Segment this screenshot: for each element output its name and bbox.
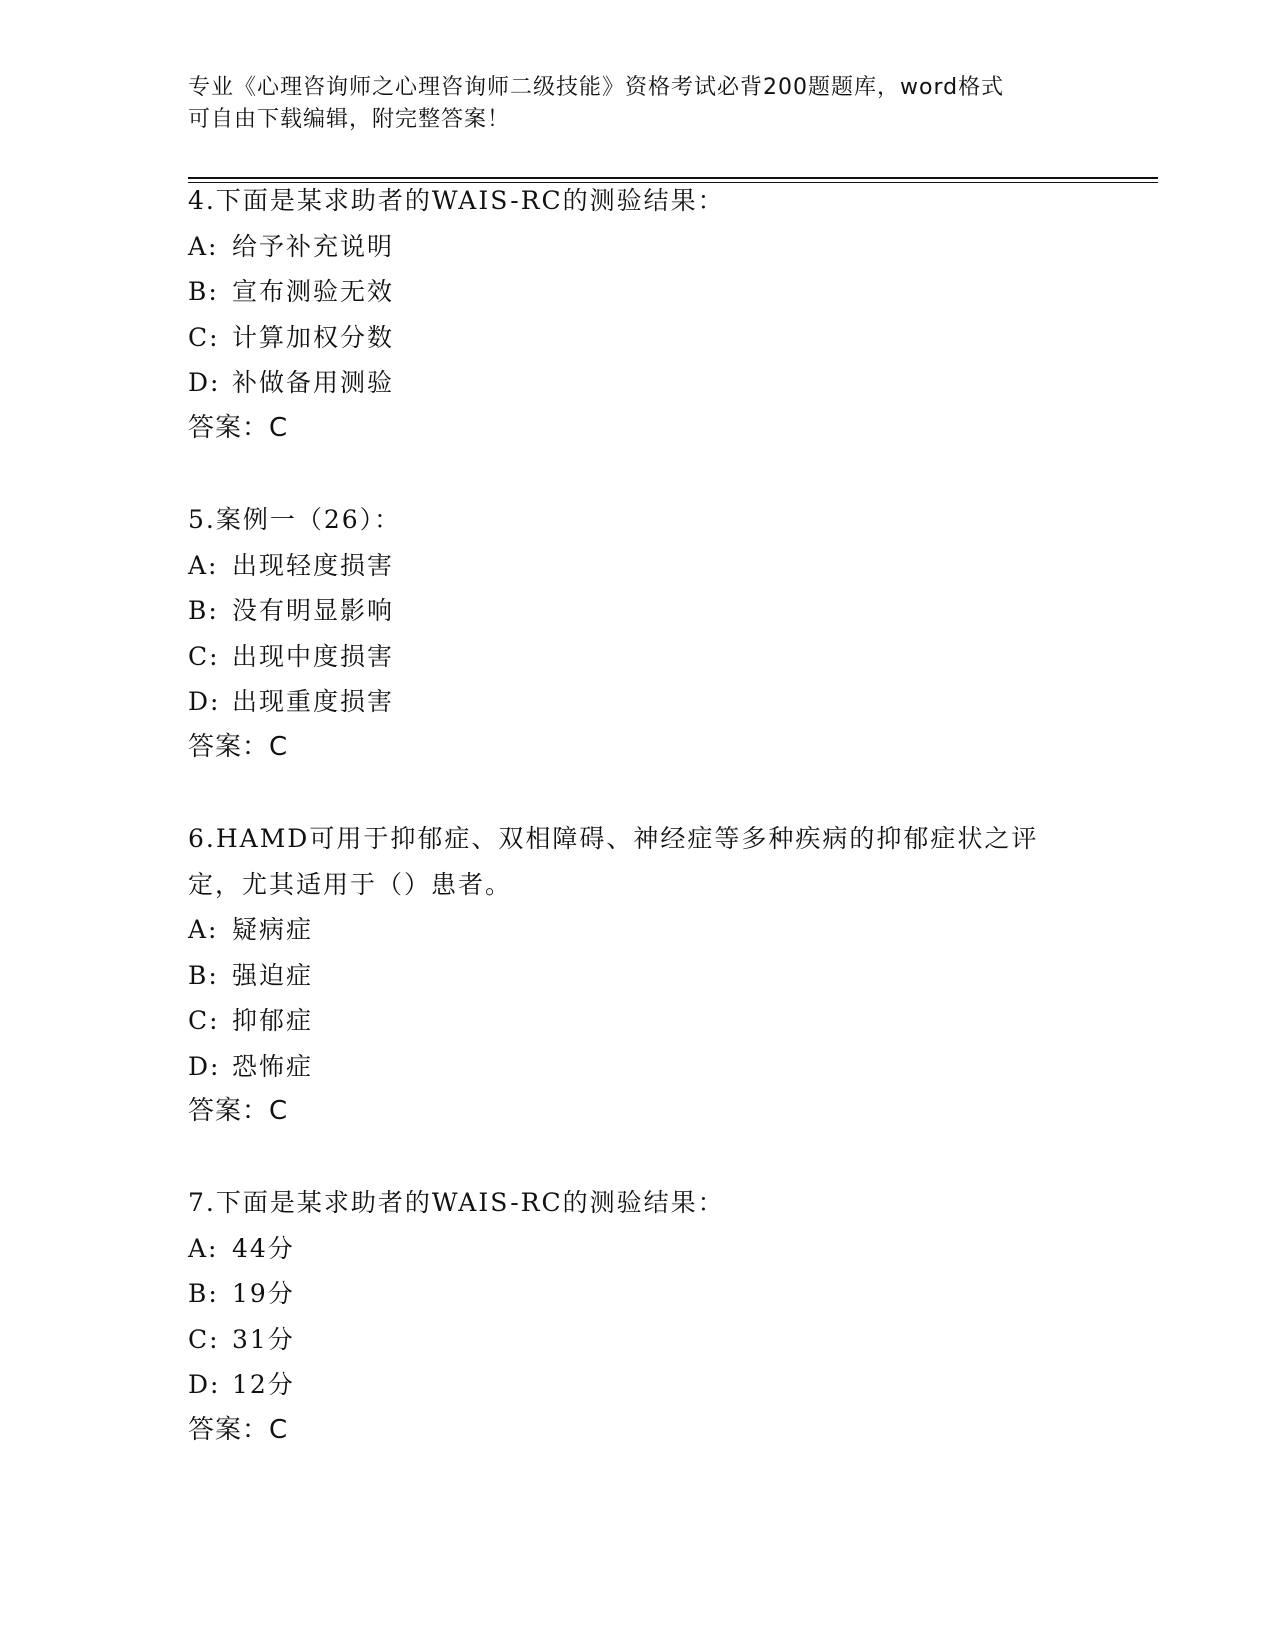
option-text: 出现重度损害 [232,687,395,716]
option-letter: B: [188,1279,219,1308]
option-letter: C: [188,1006,220,1035]
question-6 [188,816,1088,1135]
option-text: 强迫症 [232,960,314,990]
option-letter: A: [188,915,219,944]
option-text: 疑病症 [232,915,314,944]
question-stem: 6.HAMD可用于抑郁症、双相障碍、神经症等多种疾病的抑郁症状之评 [188,824,1039,853]
option-text: 给予补充说明 [232,231,395,261]
option-text: 宣布测验无效 [232,277,395,306]
option-text: 出现轻度损害 [232,550,395,580]
answer-line: 答案：C [188,412,289,443]
option-letter: B: [188,277,219,306]
option-d [188,679,1088,725]
question-stem-continued: 定，尤其适用于（）患者。 [188,869,513,899]
option-text: 12分 [232,1370,295,1399]
option-letter: D: [188,1051,221,1081]
option-a [188,1226,1088,1272]
option-b [188,269,1088,315]
question-stem: 7.下面是某求助者的WAIS-RC的测验结果： [188,1188,725,1217]
option-text: 31分 [232,1324,295,1354]
header-line-1: 专业《心理咨询师之心理咨询师二级技能》资格考试必背200题题库，word格式 [188,75,1005,100]
option-c [188,998,1088,1044]
question-7 [188,1180,1088,1453]
option-letter: C: [188,322,220,352]
option-letter: B: [188,596,219,625]
option-c [188,1317,1088,1363]
option-letter: D: [188,368,221,397]
option-b [188,953,1088,999]
option-d [188,1044,1088,1090]
option-text: 恐怖症 [232,1051,314,1081]
option-letter: A: [188,231,219,261]
option-text: 抑郁症 [232,1006,314,1035]
option-letter: C: [188,641,220,671]
option-text: 没有明显影响 [232,596,395,625]
option-letter: B: [188,960,219,990]
answer-line: 答案：C [188,731,289,762]
option-letter: D: [188,687,221,716]
option-d [188,360,1088,406]
option-text: 补做备用测验 [232,368,395,397]
option-letter: C: [188,1324,220,1354]
header-line-2: 可自由下载编辑，附完整答案！ [188,107,511,132]
question-stem: 4.下面是某求助者的WAIS-RC的测验结果： [188,186,725,215]
option-text: 出现中度损害 [232,641,395,671]
question-stem: 5.案例一（26）： [188,505,402,534]
option-b [188,1271,1088,1317]
option-text: 44分 [232,1233,295,1263]
option-d [188,1362,1088,1408]
option-letter: D: [188,1370,221,1399]
option-text: 计算加权分数 [232,322,395,352]
option-a [188,543,1088,589]
option-letter: A: [188,1233,219,1263]
document-header [188,72,1088,136]
option-letter: A: [188,550,219,580]
option-c [188,315,1088,361]
question-4 [188,178,1088,451]
question-5 [188,497,1088,770]
answer-line: 答案：C [188,1096,289,1126]
option-a [188,224,1088,270]
option-text: 19分 [232,1279,295,1308]
answer-line: 答案：C [188,1414,289,1445]
option-b [188,588,1088,634]
option-c [188,634,1088,680]
option-a [188,907,1088,953]
